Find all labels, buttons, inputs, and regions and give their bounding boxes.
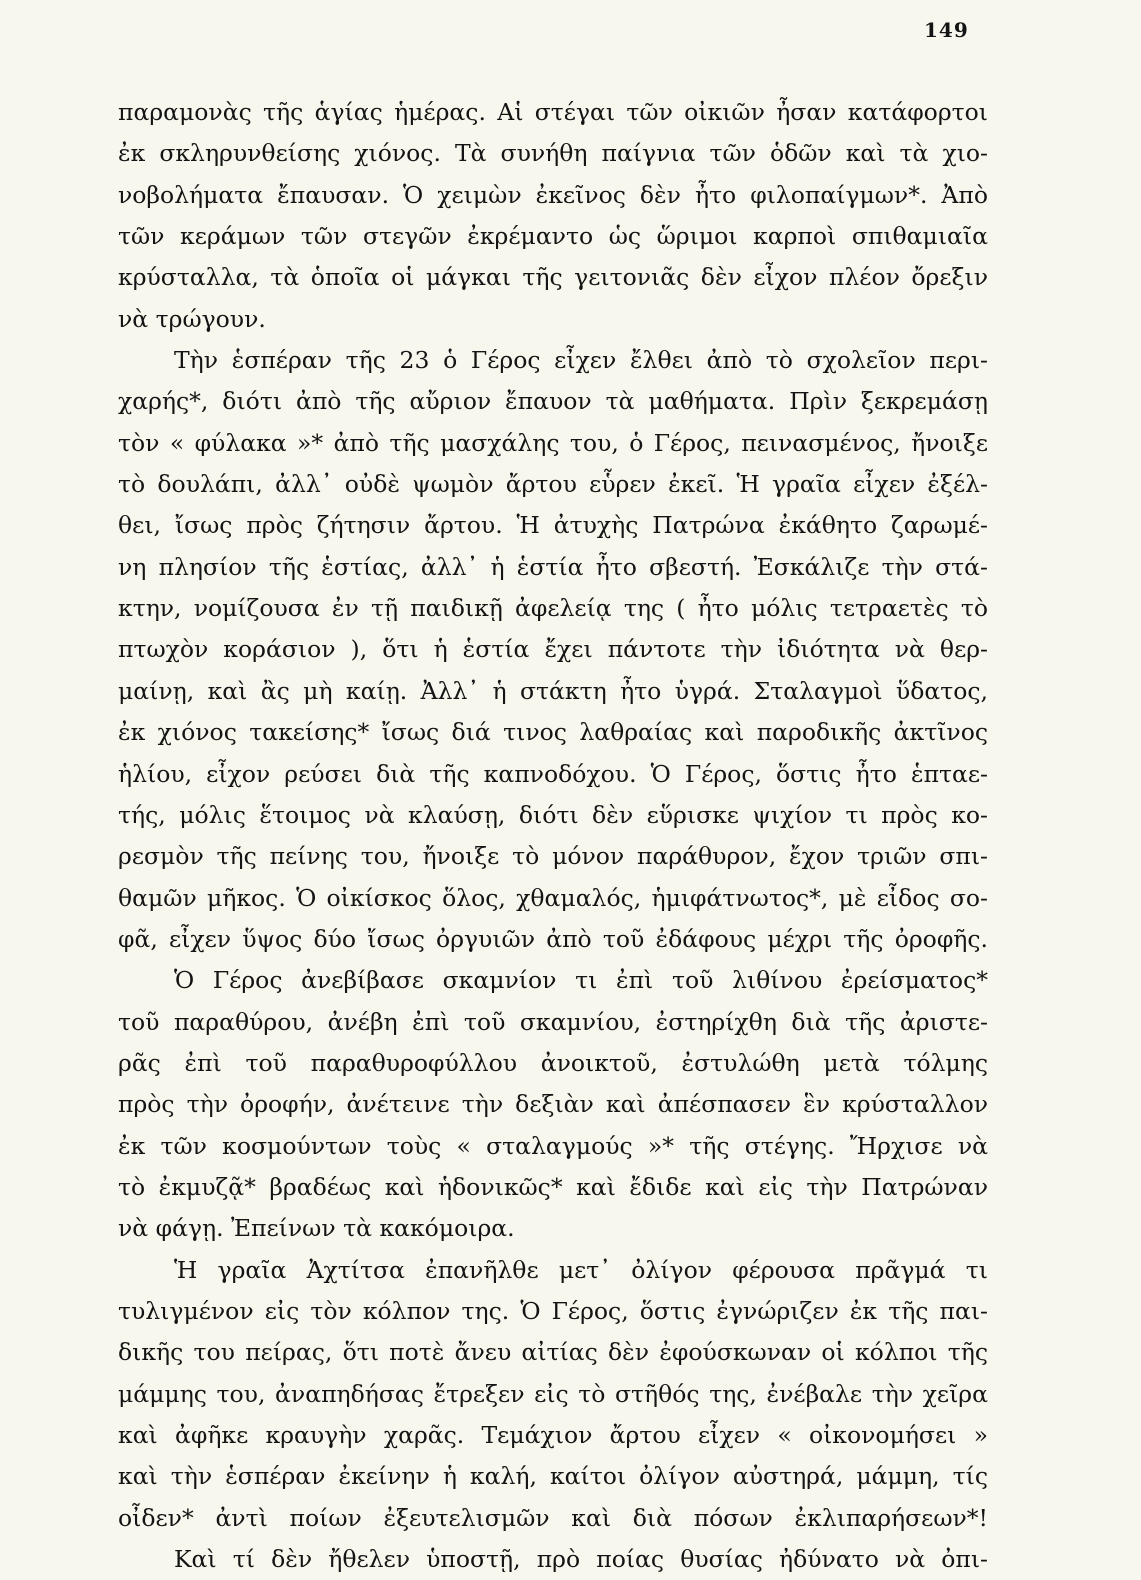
text-line: Ὁ Γέρος ἀνεβίβασε σκαμνίον τι ἐπὶ τοῦ λιθίνου ἐρείσματος* <box>174 966 988 995</box>
text-line: τυλιγμένον εἰς τὸν κόλπον της. Ὁ Γέρος, ὅστις ἐγνώριζεν ἐκ τῆς παι- <box>118 1296 988 1325</box>
text-line: τὸ ἐκμυζᾷ* βραδέως καὶ ἡδονικῶς* καὶ ἔδιδε καὶ εἰς τὴν Πατρώναν <box>118 1172 988 1201</box>
text-line: νὰ τρώγουν. <box>118 304 266 333</box>
text-line: τής, μόλις ἕτοιμος νὰ κλαύσῃ, διότι δὲν εὕρισκε ψιχίον τι πρὸς κο- <box>118 800 988 829</box>
text-line: οἶδεν* ἀντὶ ποίων ἐξευτελισμῶν καὶ διὰ πόσων ἐκλιπαρήσεων*! <box>118 1503 988 1532</box>
page-number: 149 <box>924 18 969 42</box>
text-line: καὶ ἀφῆκε κραυγὴν χαρᾶς. Τεμάχιον ἄρτου εἶχεν « οἰκονομήσει » <box>118 1421 988 1449</box>
text-line: νη πλησίον τῆς ἑστίας, ἀλλ᾽ ἡ ἑστία ἦτο σβεστή. Ἐσκάλιζε τὴν στά- <box>118 552 988 581</box>
text-line: ἐκ σκληρυνθείσης χιόνος. Τὰ συνήθη παίγνια τῶν ὁδῶν καὶ τὰ χιο- <box>118 139 988 168</box>
text-line: θει, ἴσως πρὸς ζήτησιν ἄρτου. Ἡ ἀτυχὴς Πατρώνα ἐκάθητο ζαρωμέ- <box>118 511 988 540</box>
text-line: χαρής*, διότι ἀπὸ τῆς αὔριον ἔπαυον τὰ μαθήματα. Πρὶν ξεκρεμάσῃ <box>118 387 988 416</box>
text-line: ρᾶς ἐπὶ τοῦ παραθυροφύλλου ἀνοικτοῦ, ἐστυλώθη μετὰ τόλμης <box>118 1048 988 1077</box>
text-line: μαίνῃ, καὶ ἂς μὴ καίῃ. Ἀλλ᾽ ἡ στάκτη ἦτο ὑγρά. Σταλαγμοὶ ὕδατος, <box>118 676 988 705</box>
text-line: ἐκ τῶν κοσμούντων τοὺς « σταλαγμούς »* τῆς στέγης. Ἤρχισε νὰ <box>118 1131 988 1160</box>
text-line: Τὴν ἑσπέραν τῆς 23 ὁ Γέρος εἶχεν ἔλθει ἀπὸ τὸ σχολεῖον περι- <box>174 346 988 375</box>
text-line: καὶ τὴν ἑσπέραν ἐκείνην ἡ καλή, καίτοι ὀλίγον αὐστηρά, μάμμη, τίς <box>118 1462 988 1491</box>
text-line: τὸν « φύλακα »* ἀπὸ τῆς μασχάλης του, ὁ Γέρος, πεινασμένος, ἤνοιξε <box>118 428 988 457</box>
text-line: ρεσμὸν τῆς πείνης του, ἤνοιξε τὸ μόνον παράθυρον, ἔχον τριῶν σπι- <box>118 842 988 871</box>
text-line: πτωχὸν κοράσιον ), ὅτι ἡ ἑστία ἔχει πάντοτε τὴν ἰδιότητα νὰ θερ- <box>118 635 988 664</box>
body-text <box>118 92 988 1580</box>
text-line: φᾶ, εἶχεν ὕψος δύο ἴσως ὀργυιῶν ἀπὸ τοῦ ἐδάφους μέχρι τῆς ὀροφῆς. <box>118 924 988 953</box>
text-line: κρύσταλλα, τὰ ὁποῖα οἱ μάγκαι τῆς γειτονιᾶς δὲν εἶχον πλέον ὄρεξιν <box>118 263 988 292</box>
text-line: τὸ δουλάπι, ἀλλ᾽ οὐδὲ ψωμὸν ἄρτου εὗρεν ἐκεῖ. Ἡ γραῖα εἶχεν ἐξέλ- <box>118 470 988 499</box>
text-line: πρὸς τὴν ὀροφήν, ἀνέτεινε τὴν δεξιὰν καὶ ἀπέσπασεν ἓν κρύσταλλον <box>118 1090 988 1119</box>
text-line: τῶν κεράμων τῶν στεγῶν ἐκρέμαντο ὡς ὥριμοι καρποὶ σπιθαμιαῖα <box>118 222 988 251</box>
text-line: τοῦ παραθύρου, ἀνέβη ἐπὶ τοῦ σκαμνίου, ἐστηρίχθη διὰ τῆς ἀριστε- <box>118 1007 988 1036</box>
text-line: παραμονὰς τῆς ἁγίας ἡμέρας. Αἱ στέγαι τῶν οἰκιῶν ἦσαν κατάφορτοι <box>118 98 988 126</box>
text-line: Ἡ γραῖα Ἀχτίτσα ἐπανῆλθε μετ᾽ ὀλίγον φέρουσα πρᾶγμά τι <box>174 1255 988 1284</box>
text-line: ἐκ χιόνος τακείσης* ἴσως διά τινος λαθραίας καὶ παροδικῆς ἀκτῖνος <box>118 718 988 747</box>
text-line: μάμμης του, ἀναπηδήσας ἔτρεξεν εἰς τὸ στῆθός της, ἐνέβαλε τὴν χεῖρα <box>118 1379 988 1408</box>
text-line: κτην, νομίζουσα ἐν τῇ παιδικῇ ἀφελείᾳ της ( ἦτο μόλις τετραετὲς τὸ <box>118 594 988 623</box>
text-line: θαμῶν μῆκος. Ὁ οἰκίσκος ὅλος, χθαμαλός, ἡμιφάτνωτος*, μὲ εἶδος σο- <box>118 883 988 912</box>
text-line: Καὶ τί δὲν ἤθελεν ὑποστῇ, πρὸ ποίας θυσίας ἠδύνατο νὰ ὀπι- <box>174 1545 988 1574</box>
text-line: ἡλίου, εἶχον ρεύσει διὰ τῆς καπνοδόχου. Ὁ Γέρος, ὅστις ἦτο ἑπταε- <box>118 759 988 788</box>
text-line: νὰ φάγῃ. Ἐπείνων τὰ κακόμοιρα. <box>118 1214 515 1243</box>
text-line: δικῆς του πείρας, ὅτι ποτὲ ἄνευ αἰτίας δὲν ἐφούσκωναν οἱ κόλποι τῆς <box>118 1338 988 1367</box>
text-line: νοβολήματα ἔπαυσαν. Ὁ χειμὼν ἐκεῖνος δὲν ἦτο φιλοπαίγμων*. Ἀπὸ <box>118 180 988 209</box>
